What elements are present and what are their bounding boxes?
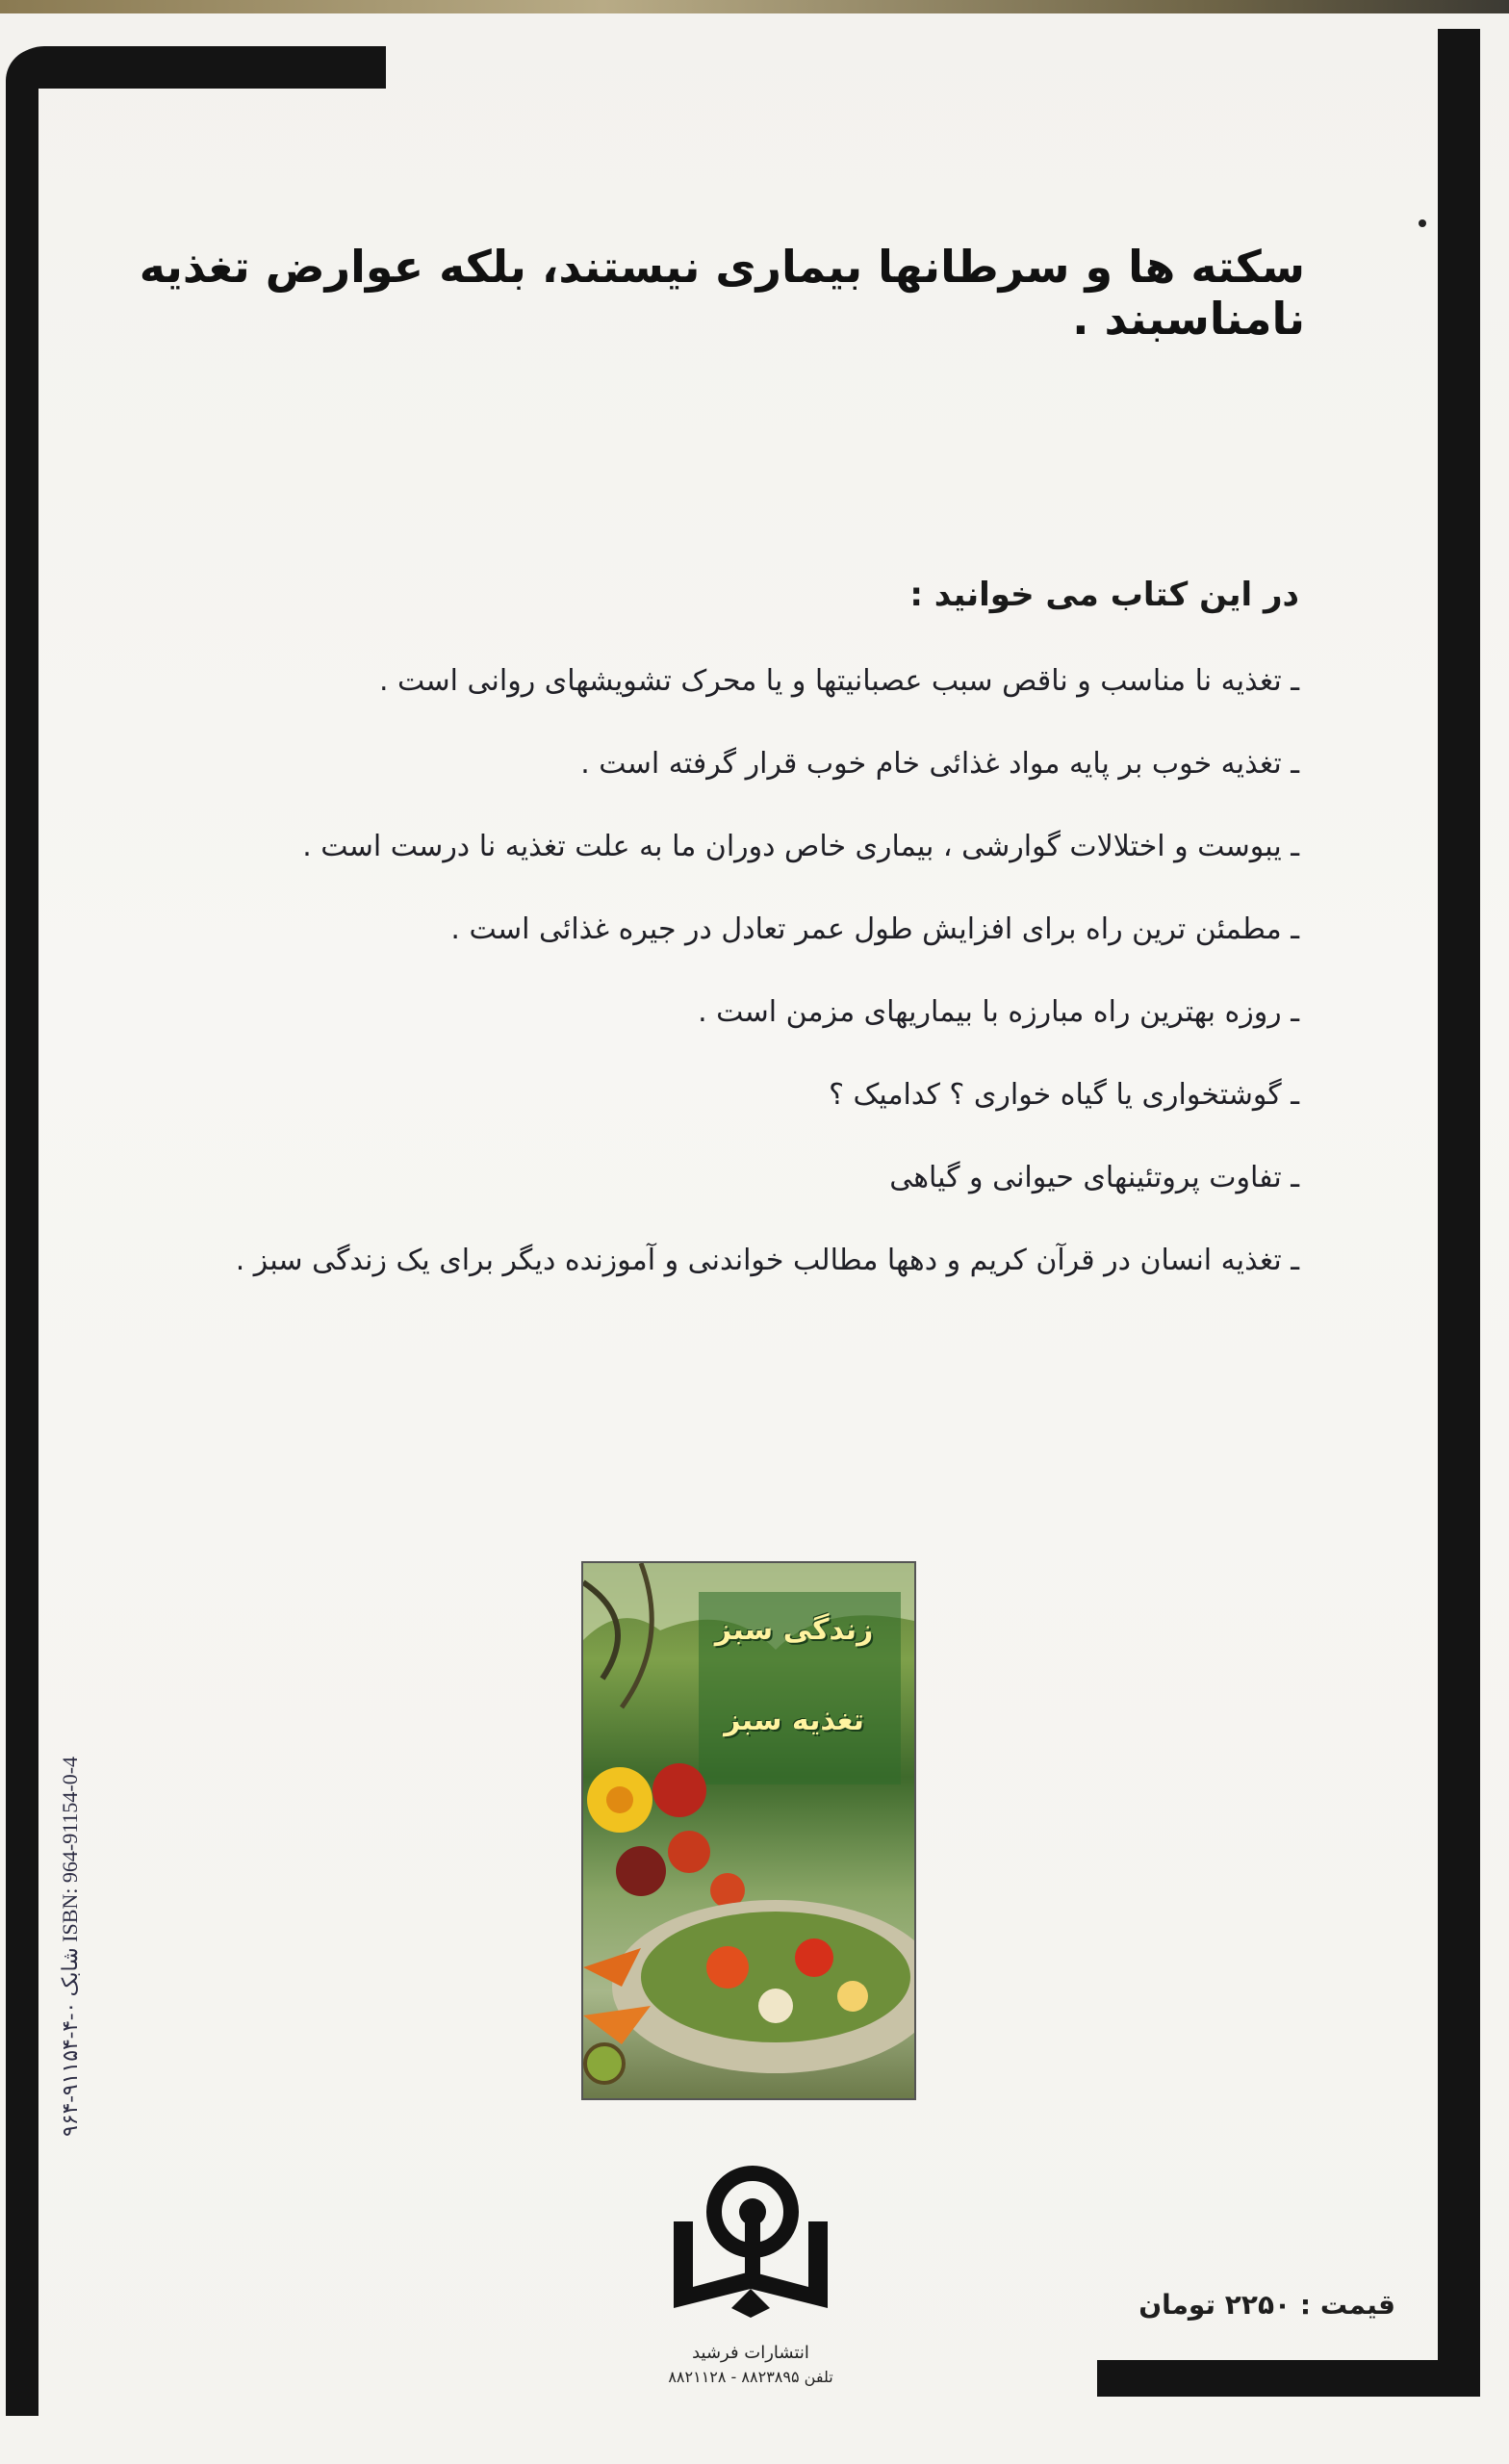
frame-right-bar bbox=[1438, 29, 1480, 2397]
frame-bottom-right-bar bbox=[1097, 2360, 1480, 2397]
list-item: ـ مطمئن ترین راه برای افزایش طول عمر تعادل در جیره غذائی است . bbox=[450, 912, 1299, 946]
top-edge-strip bbox=[0, 0, 1509, 13]
publisher-phone: تلفن ۸۸۲۳۸۹۵ - ۸۸۲۱۱۲۸ bbox=[668, 2368, 833, 2386]
list-item: ـ گوشتخواری یا گیاه خواری ؟ کدامیک ؟ bbox=[829, 1078, 1299, 1112]
frame-left-bar bbox=[6, 48, 38, 2416]
frame-top-left-bar bbox=[6, 46, 386, 89]
list-item: ـ روزه بهترین راه مبارزه با بیماریهای مزمن است . bbox=[698, 995, 1299, 1029]
list-item: ـ تفاوت پروتئینهای حیوانی و گیاهی bbox=[889, 1161, 1299, 1194]
price-label: قیمت : ۲۲۵۰ تومان bbox=[1138, 2289, 1395, 2321]
decorative-dot bbox=[1419, 219, 1426, 227]
publisher-name: انتشارات فرشید bbox=[692, 2343, 809, 2363]
contents-list bbox=[164, 654, 1299, 1317]
publisher-logo-icon bbox=[664, 2164, 837, 2327]
cover-title-line-2: تغذیه سبز bbox=[724, 1704, 864, 1737]
cover-title-line-1: زندگی سبز bbox=[714, 1613, 874, 1647]
list-item: ـ تغذیه خوب بر پایه مواد غذائی خام خوب قرار گرفته است . bbox=[580, 747, 1299, 781]
section-title: در این کتاب می خوانید : bbox=[909, 576, 1299, 614]
headline: سکته ها و سرطانها بیماری نیستند، بلکه عوارض تغذیه نامناسبند . bbox=[139, 241, 1305, 345]
list-item: ـ یبوست و اختلالات گوارشی ، بیماری خاص دوران ما به علت تغذیه نا درست است . bbox=[302, 830, 1299, 863]
list-item: ـ تغذیه انسان در قرآن کریم و دهها مطالب خواندنی و آموزنده دیگر برای یک زندگی سبز . bbox=[235, 1244, 1299, 1277]
isbn-text: شابک ۰-۴-۹۱۱۵۴-۹۶۴ ISBN: 964-91154-0-4 bbox=[58, 1756, 82, 2137]
book-cover-thumbnail bbox=[581, 1561, 916, 2100]
list-item: ـ تغذیه نا مناسب و ناقص سبب عصبانیتها و یا محرک تشویشهای روانی است . bbox=[378, 664, 1299, 698]
